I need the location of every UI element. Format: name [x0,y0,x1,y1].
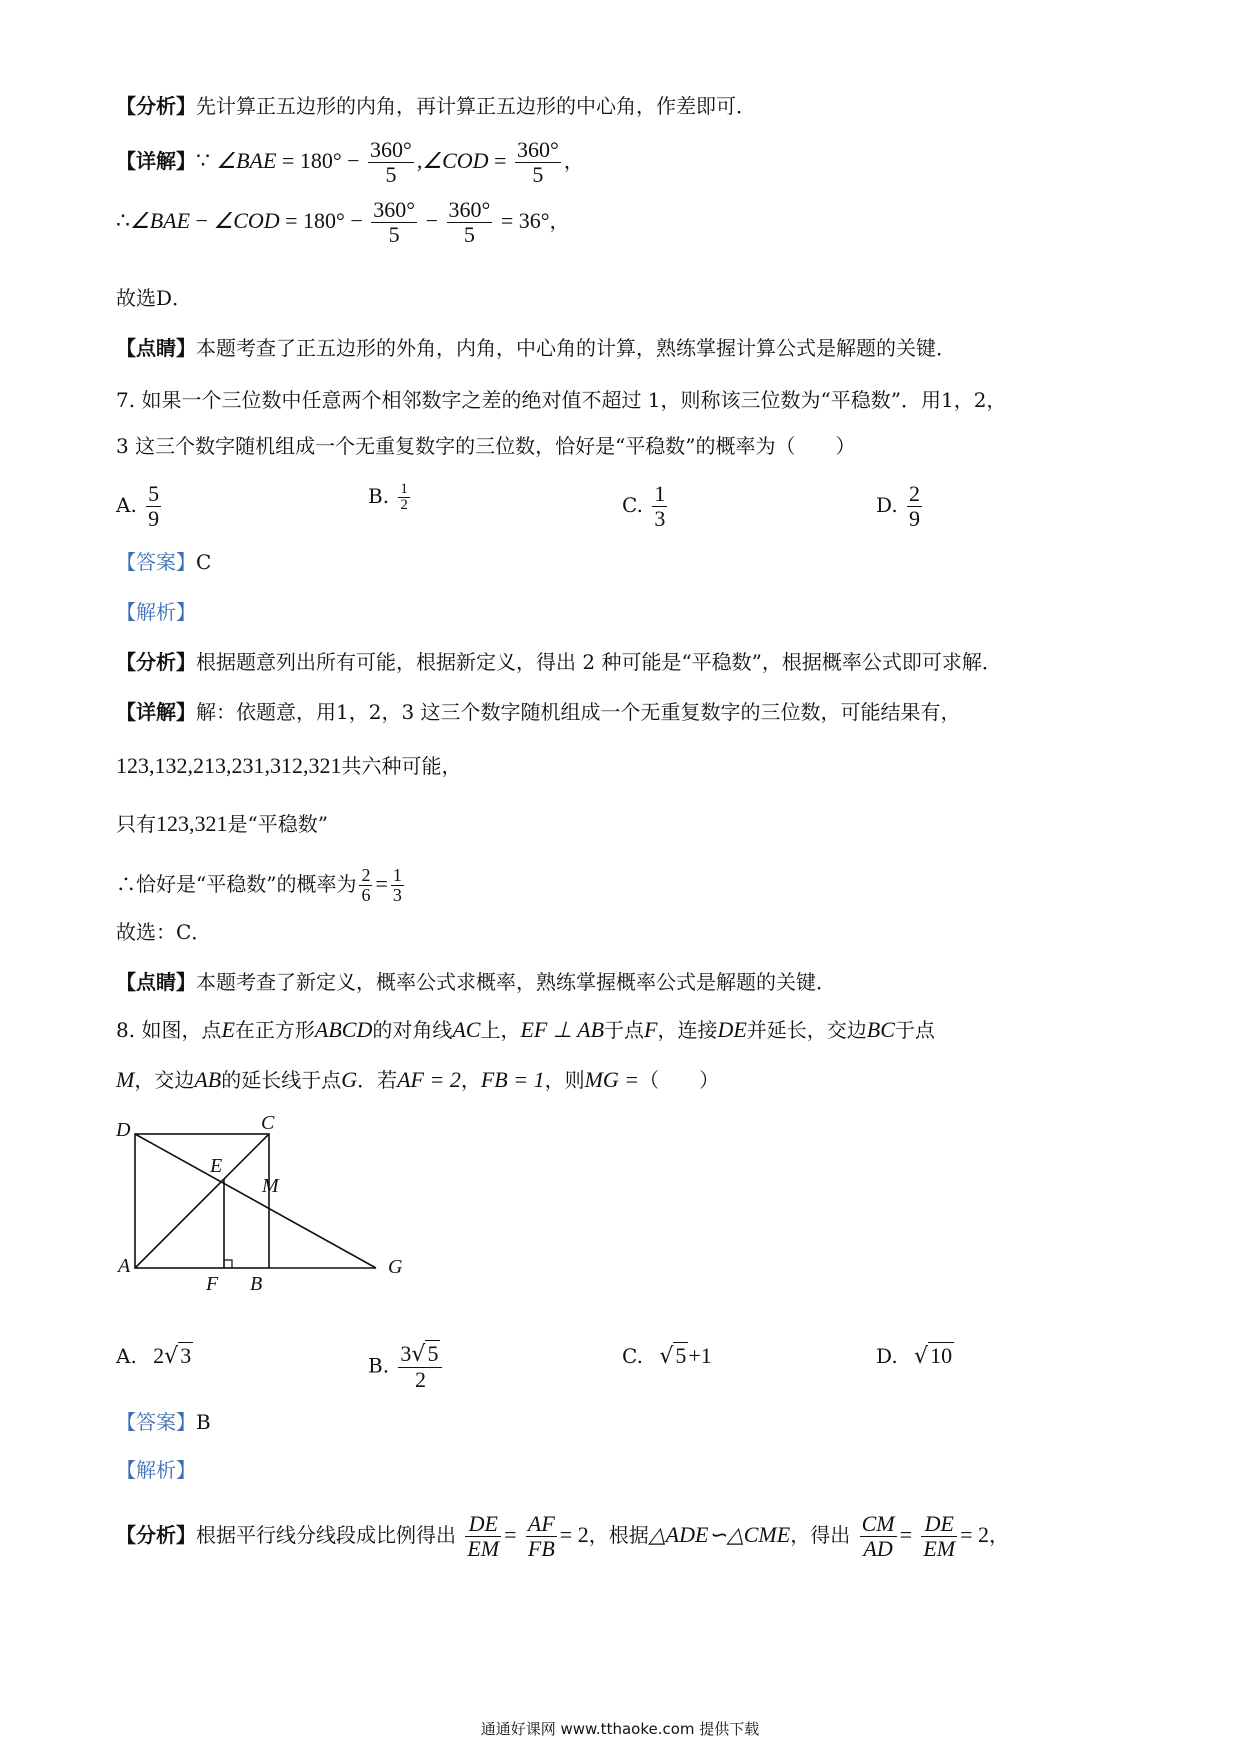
therefore-symbol: ∴ [116,208,130,233]
because-symbol: ∵ [196,148,210,173]
angle-bae: ∠BAE [130,208,191,233]
fraction: $\frac{360^\circ}{5}$ [370,137,412,187]
punct: ， [563,149,584,173]
fraction: $\frac{AF}{FB}$ [527,1511,555,1561]
analysis-text: 根据题意列出所有可能，根据新定义，得出 2 种可能是“平稳数”，根据概率公式即可求解． [196,650,1002,674]
analysis-tag: 【分析】 [116,94,196,118]
angle-bae: ∠BAE [216,148,277,173]
label-d: D [116,1119,131,1141]
q6-analysis-line [116,92,756,120]
q8-jiexi-tag: 【解析】 [116,1458,196,1482]
punct: ， [549,209,570,233]
prob-text: ∴恰好是“平稳数”的概率为 [116,872,357,896]
q7-option-c: C. $\frac{1}{3}$ [622,481,666,531]
line-dg [135,1134,376,1268]
q7-detail-line [116,698,961,726]
number-list: 123,321 [156,811,228,836]
answer-tag: 【答案】 [116,1410,196,1434]
number-list: 123,132,213,231,312,321 [116,753,342,778]
point-tag: 【点睛】 [116,970,196,994]
q8-stem-line1: 8. 如图，点E在正方形ABCD的对角线AC上，EF ⊥ AB于点F，连接DE并延长，交边BC于点 [116,1017,935,1042]
fraction: $\frac{5}{9}$ [148,481,160,531]
answer-value: C [196,550,212,574]
q8-option-b: B. $\frac{3√5}{2}$ [368,1342,445,1392]
label-e: E [210,1155,223,1177]
list-suffix: 共六种可能， [341,754,462,778]
math-text: = 180° − [279,208,369,233]
fraction: $\frac{1}{3}$ [654,481,666,531]
fraction: $\frac{DE}{EM}$ [923,1511,956,1561]
q8-option-d: D. √10 [876,1343,953,1369]
q8-option-a: A. 2√3 [116,1343,192,1369]
label-c: C [261,1112,275,1134]
q7-option-d: D. $\frac{2}{9}$ [876,481,921,531]
fraction: $\frac{360^\circ}{5}$ [448,197,491,247]
q7-only-line: 只有123,321是“平稳数” [116,811,328,836]
math-text: = [375,871,388,896]
label-a: A [118,1255,131,1277]
fraction: $\frac{2}{6}$ [361,865,371,905]
page-footer: 通通好课网 www.tthaoke.com 提供下载 [480,1720,760,1738]
point-text: 本题考查了正五边形的外角，内角，中心角的计算，熟练掌握计算公式是解题的关键． [196,336,956,360]
angle-cod: ∠COD [213,208,280,233]
fraction: $\frac{CM}{AD}$ [861,1511,895,1561]
q7-point-line [116,968,836,996]
label-g: G [388,1256,403,1278]
math-text: = [488,148,512,173]
fraction: $\frac{1}{2}$ [400,481,408,513]
label-b: B [250,1273,263,1290]
label-f: F [206,1273,219,1290]
detail-tag: 【详解】 [116,700,196,724]
q7-prob-line [116,866,407,905]
detail-text: 解：依题意，用1，2，3 这三个数字随机组成一个无重复数字的三位数，可能结果有， [196,700,961,724]
q7-choice: 故选：C． [116,920,212,944]
geometry-figure [110,1110,430,1290]
point-text: 本题考查了新定义，概率公式求概率，熟练掌握概率公式是解题的关键． [196,970,836,994]
q7-list-line [116,752,462,780]
q7-jiexi-tag: 【解析】 [116,600,196,624]
math-text: = 36° [495,208,550,233]
diagonal-ac [135,1134,269,1268]
fraction: $\frac{2}{9}$ [909,481,921,531]
fraction: $\frac{1}{3}$ [392,865,402,905]
math-text: − [190,208,214,233]
q8-analysis-line: 【分析】根据平行线分线段成比例得出 $\frac{DE}{EM}$ = $\frac{AF}{FB}$ = 2，根据△ADE∽△CME，得出 $\frac{CM}{AD}$ = $\frac{DE}{EM}$ = 2， [116,1511,1010,1561]
q7-option-a: A. $\frac{5}{9}$ [116,481,160,531]
angle-cod: ∠COD [422,148,489,173]
analysis-tag: 【分析】 [116,1523,196,1547]
q7-option-b: B. $\frac{1}{2}$ [368,481,408,513]
math-text: , [416,148,423,173]
math-text: = 180° − [276,148,366,173]
q6-point-line [116,334,956,362]
point-tag: 【点睛】 [116,336,196,360]
q7-stem-line1: 7. 如果一个三位数中任意两个相邻数字之差的绝对值不超过 1，则称该三位数为“平稳数”．用1，2， [116,388,1007,412]
q7-analysis-line [116,648,1002,676]
q6-detail-line2 [116,198,570,247]
fraction: $\frac{360^\circ}{5}$ [516,137,559,187]
analysis-text: 先计算正五边形的内角，再计算正五边形的中心角，作差即可． [196,94,756,118]
fraction: $\frac{DE}{EM}$ [467,1511,500,1561]
q6-choice: 故选D． [116,286,193,310]
answer-value: B [196,1410,211,1434]
fraction: $\frac{360^\circ}{5}$ [373,197,416,247]
q8-stem-line2: M，交边AB的延长线于点G．若AF = 2，FB = 1，则MG =（ ） [116,1067,720,1092]
q6-detail-line1 [116,138,584,187]
detail-tag: 【详解】 [116,149,196,173]
answer-tag: 【答案】 [116,550,196,574]
q7-answer-line [116,548,211,576]
q7-stem-line2: 3 这三个数字随机组成一个无重复数字的三位数，恰好是“平稳数”的概率为（ ） [116,434,856,458]
right-angle-mark [224,1260,232,1268]
label-m: M [262,1175,279,1197]
q8-answer-line [116,1408,211,1436]
q8-option-c: C. √5+1 [622,1343,712,1369]
analysis-tag: 【分析】 [116,650,196,674]
math-text: − [420,208,444,233]
fraction: $\frac{3√5}{2}$ [398,1342,442,1392]
